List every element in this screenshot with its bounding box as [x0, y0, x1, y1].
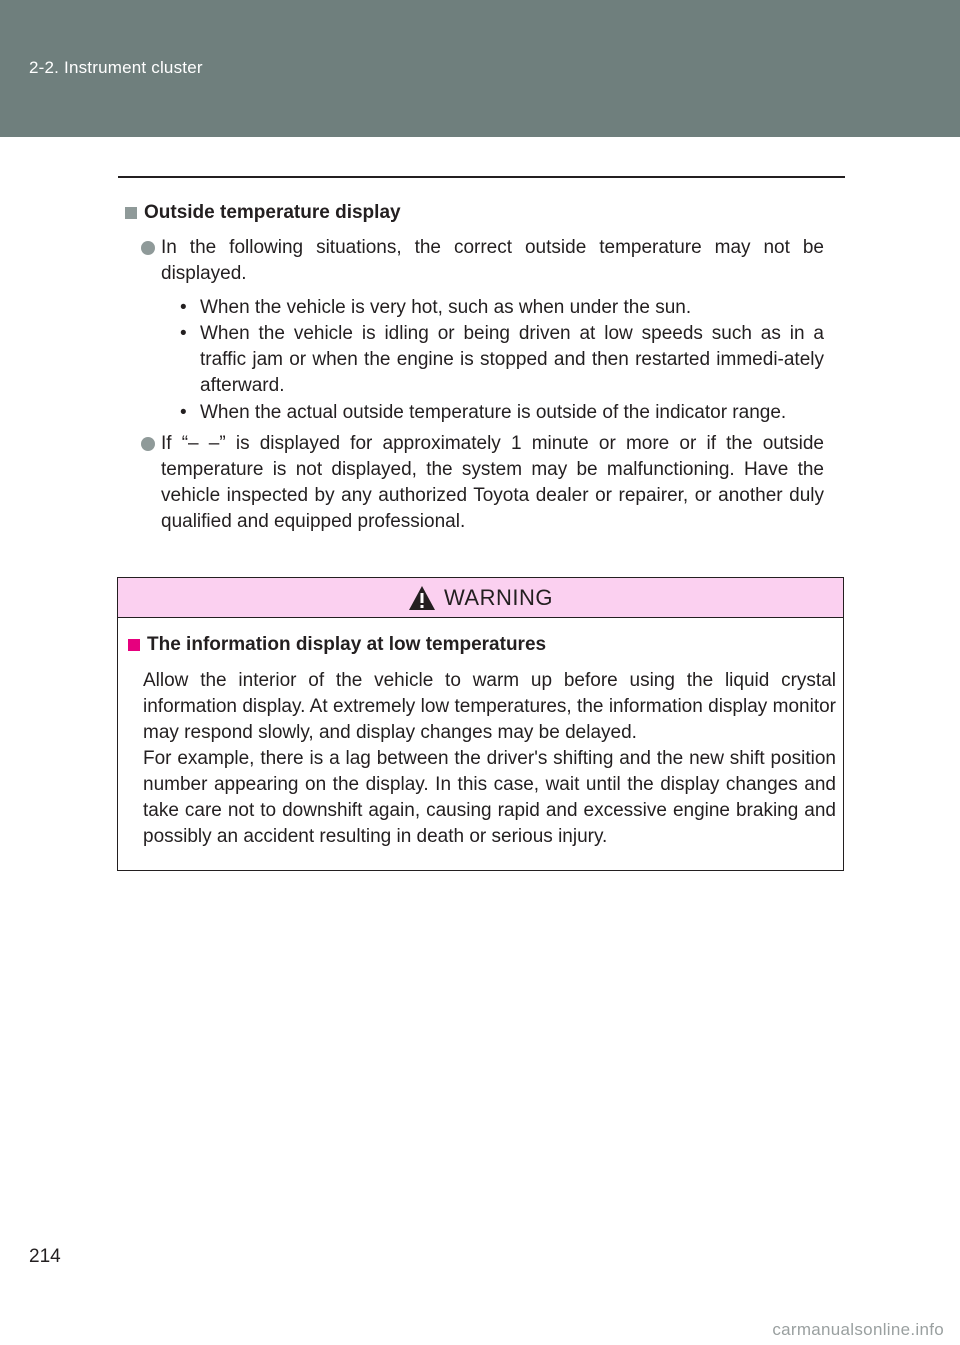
page-number: 214: [29, 1246, 61, 1267]
sub-item: [166, 321, 824, 399]
heading-text: Outside temperature display: [144, 202, 401, 223]
sub-item-text: When the vehicle is very hot, such as when under the sun.: [200, 297, 692, 318]
list-item: [141, 431, 824, 535]
warning-label: WARNING: [443, 584, 553, 610]
section-title: 2-2. Instrument cluster: [29, 58, 203, 77]
dot-bullet-icon: •: [180, 297, 187, 318]
dot-bullet-icon: •: [180, 323, 187, 344]
bullet-text: In the following situations, the correct outside temperature may not be displayed.: [161, 237, 824, 284]
warning-paragraph: For example, there is a lag between the driver's shifting and the new shift position number appearing on the display. In this case, wait until the display changes and take care not to downshift again, causing rapid and excessive engine braking and possibly an accident resulting in death or serious injury.: [143, 748, 836, 847]
warning-box: [117, 577, 844, 871]
square-bullet-icon: [125, 207, 137, 219]
watermark: carmanualsonline.info: [772, 1320, 944, 1339]
warning-title: [128, 634, 546, 656]
warning-triangle-icon: [408, 585, 436, 611]
sub-item-text: When the vehicle is idling or being driven at low speeds such as in a traffic jam or when the engine is stopped and then restarted immedi-ately afterward.: [200, 323, 824, 396]
warning-header: [118, 578, 843, 618]
warning-body: [143, 668, 836, 850]
warning-title-text: The information display at low temperatures: [147, 634, 547, 655]
list-item: [141, 235, 824, 287]
sub-item: [166, 295, 824, 321]
circle-bullet-icon: [141, 437, 155, 451]
dot-bullet-icon: •: [180, 402, 187, 423]
divider: [118, 176, 845, 178]
sub-item-text: When the actual outside temperature is outside of the indicator range.: [200, 402, 787, 423]
warning-paragraph: Allow the interior of the vehicle to warm up before using the liquid crystal information display. At extremely low temperatures, the information display monitor may respond slowly, and display changes may be delayed.: [143, 670, 836, 743]
square-bullet-icon: [128, 639, 140, 651]
circle-bullet-icon: [141, 241, 155, 255]
sub-item: [166, 400, 824, 426]
section-heading: [125, 202, 401, 224]
bullet-text: If “– –” is displayed for approximately 1 minute or more or if the outside temperature is not displayed, the system may be malfunctioning. Have the vehicle inspected by any authorized Toyota dealer or repairer, or another duly qualified and equipped professional.: [161, 433, 824, 532]
page-header: [0, 0, 960, 137]
